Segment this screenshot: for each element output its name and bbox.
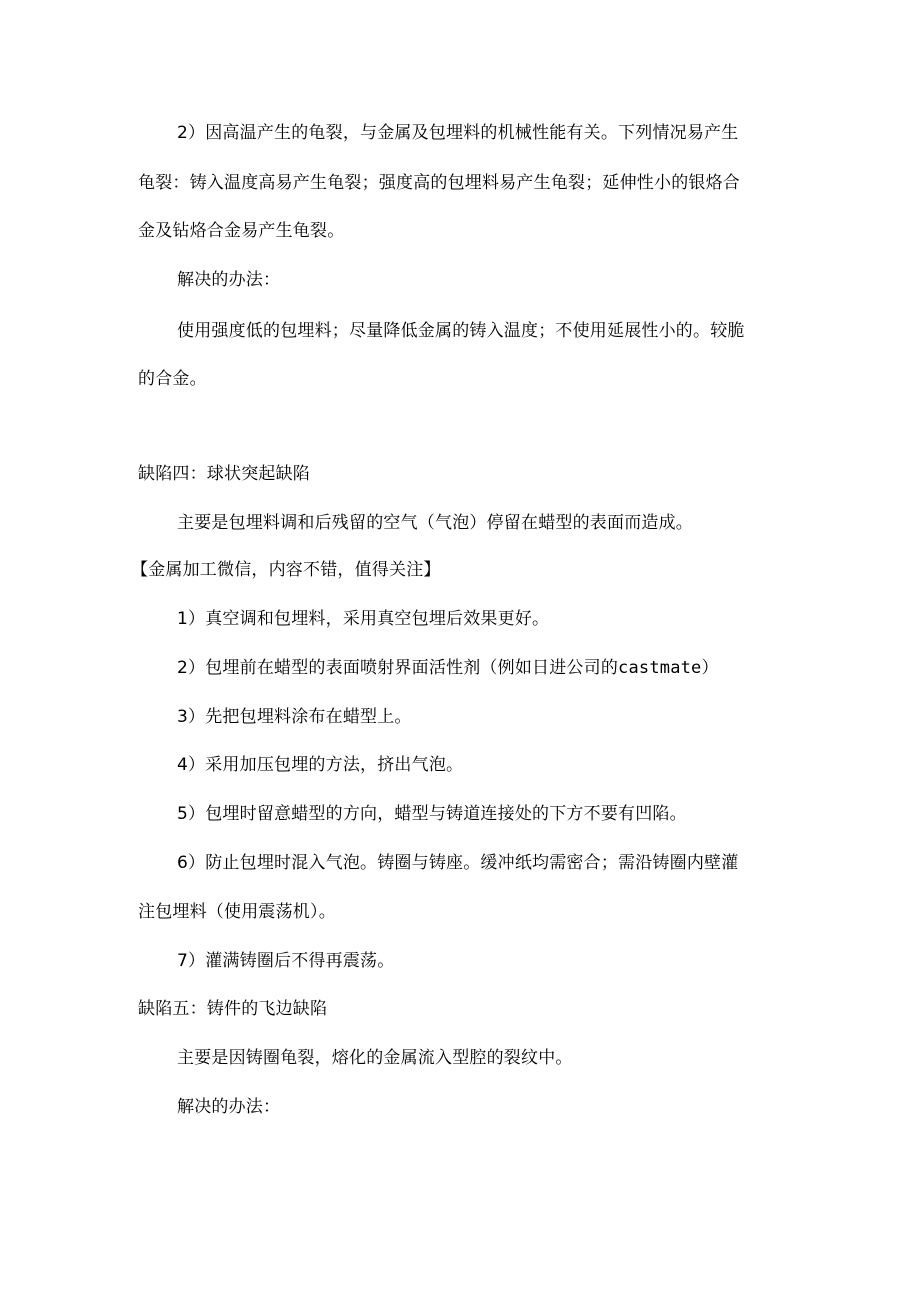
solution-text-line1: 使用强度低的包埋料；尽量降低金属的铸入温度；不使用延展性小的。较脆 [177, 321, 745, 341]
list-item-6-line1: 6）防止包埋时混入气泡。铸圈与铸座。缓冲纸均需密合；需沿铸圈内壁灌 [177, 853, 739, 873]
paragraph-cracking-line2: 龟裂：铸入温度高易产生龟裂；强度高的包埋料易产生龟裂；延伸性小的银烙合 [138, 173, 740, 193]
paragraph-cracking-line1: 2）因高温产生的龟裂，与金属及包埋料的机械性能有关。下列情况易产生 [177, 123, 739, 143]
list-item-2-closing: ） [701, 658, 719, 678]
list-item-5: 5）包埋时留意蜡型的方向，蜡型与铸道连接处的下方不要有凹陷。 [177, 804, 687, 824]
defect4-heading: 缺陷四：球状突起缺陷 [138, 464, 310, 484]
paragraph-cracking-line3: 金及钻烙合金易产生龟裂。 [138, 221, 345, 241]
list-item-3: 3）先把包埋料涂布在蜡型上。 [177, 707, 412, 727]
list-item-2-text: 2）包埋前在蜡型的表面喷射界面活性剂（例如日进公司的 [177, 658, 619, 678]
defect5-cause: 主要是因铸圈龟裂，熔化的金属流入型腔的裂纹中。 [177, 1048, 573, 1068]
promo-text: 【金属加工微信，内容不错，值得关注】 [131, 560, 441, 580]
list-item-1: 1）真空调和包埋料，采用真空包埋后效果更好。 [177, 609, 550, 629]
solution-text-line2: 的合金。 [138, 369, 207, 389]
list-item-7: 7）灌满铸圈后不得再震荡。 [177, 951, 395, 971]
defect5-heading: 缺陷五：铸件的飞边缺陷 [138, 999, 328, 1019]
product-name: castmate [618, 658, 702, 678]
list-item-2 [177, 656, 719, 680]
list-item-6-line2: 注包埋料（使用震荡机）。 [138, 902, 336, 922]
list-item-4: 4）采用加压包埋的方法，挤出气泡。 [177, 755, 464, 775]
defect4-cause: 主要是包埋料调和后残留的空气（气泡）停留在蜡型的表面而造成。 [177, 513, 693, 533]
solution-heading-1: 解决的办法： [177, 270, 281, 290]
solution-heading-2: 解决的办法： [177, 1097, 281, 1117]
